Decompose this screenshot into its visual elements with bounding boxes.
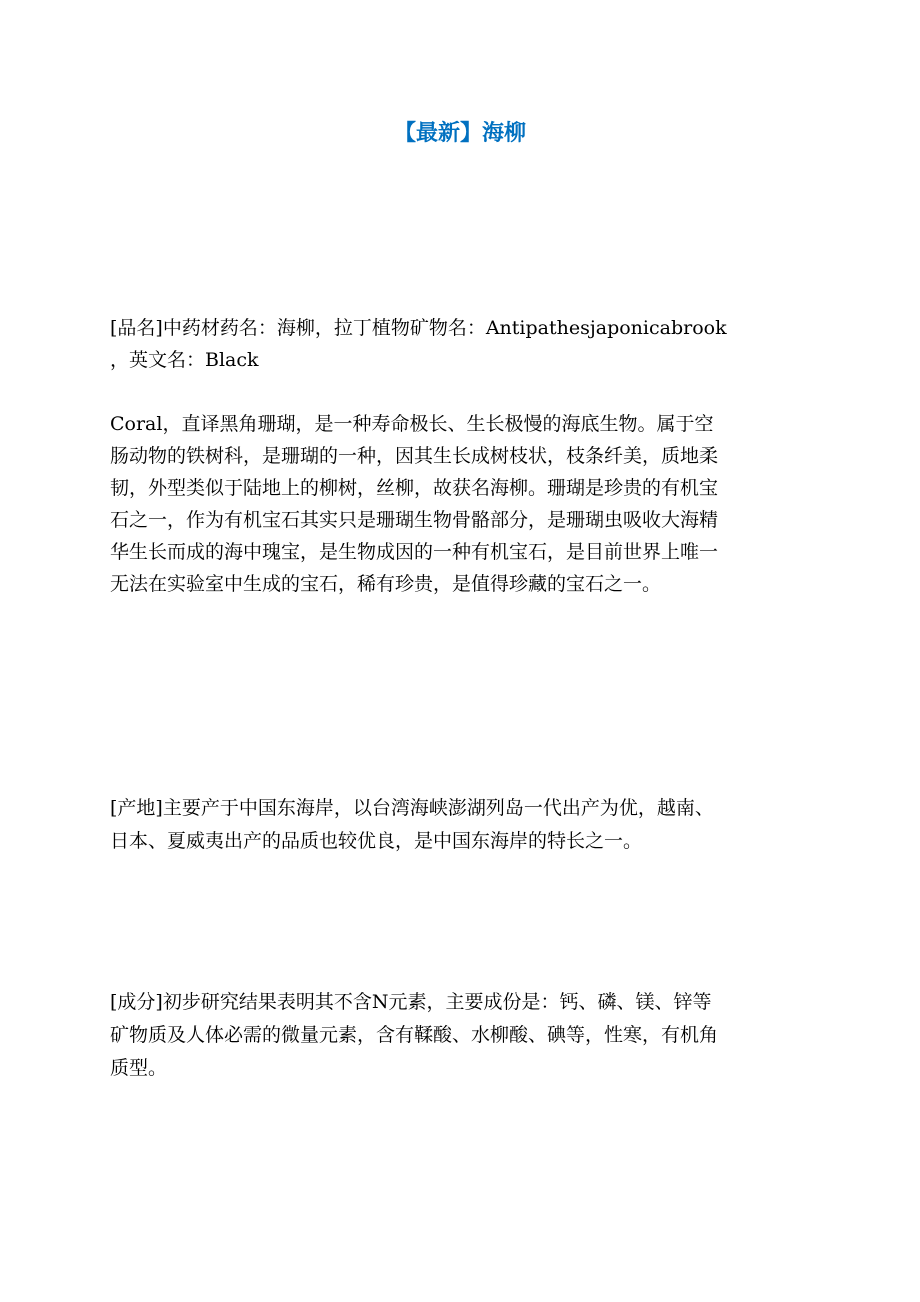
paragraph-line: [成分]初步研究结果表明其不含N元素，主要成份是：钙、磷、镁、锌等 bbox=[110, 991, 712, 1013]
paragraph-line: 无法在实验室中生成的宝石，稀有珍贵，是值得珍藏的宝石之一。 bbox=[110, 573, 662, 595]
paragraph-origin bbox=[110, 792, 810, 858]
paragraph-line: ，英文名：Black bbox=[110, 349, 259, 371]
paragraph-line: 肠动物的铁树科，是珊瑚的一种，因其生长成树枝状，枝条纤美，质地柔 bbox=[110, 445, 719, 467]
paragraph-name-header bbox=[110, 312, 810, 376]
paragraph-description bbox=[110, 408, 810, 600]
paragraph-composition bbox=[110, 986, 810, 1085]
paragraph-line: 石之一，作为有机宝石其实只是珊瑚生物骨骼部分，是珊瑚虫吸收大海精 bbox=[110, 509, 719, 531]
paragraph-line: [产地]主要产于中国东海岸，以台湾海峡澎湖列岛一代出产为优，越南、 bbox=[110, 797, 714, 819]
paragraph-line: 质型。 bbox=[110, 1057, 168, 1079]
paragraph-line: 韧，外型类似于陆地上的柳树，丝柳，故获名海柳。珊瑚是珍贵的有机宝 bbox=[110, 477, 719, 499]
paragraph-line: [品名]中药材药名：海柳，拉丁植物矿物名：Antipathesjaponicabrook bbox=[110, 317, 727, 339]
paragraph-line: 矿物质及人体必需的微量元素，含有鞣酸、水柳酸、碘等，性寒，有机角 bbox=[110, 1024, 719, 1046]
paragraph-line: 华生长而成的海中瑰宝，是生物成因的一种有机宝石，是目前世界上唯一 bbox=[110, 541, 719, 563]
paragraph-line: 日本、夏威夷出产的品质也较优良，是中国东海岸的特长之一。 bbox=[110, 830, 643, 852]
document-title: 【最新】海柳 bbox=[393, 121, 526, 146]
paragraph-line: Coral，直译黑角珊瑚，是一种寿命极长、生长极慢的海底生物。属于空 bbox=[110, 413, 714, 435]
